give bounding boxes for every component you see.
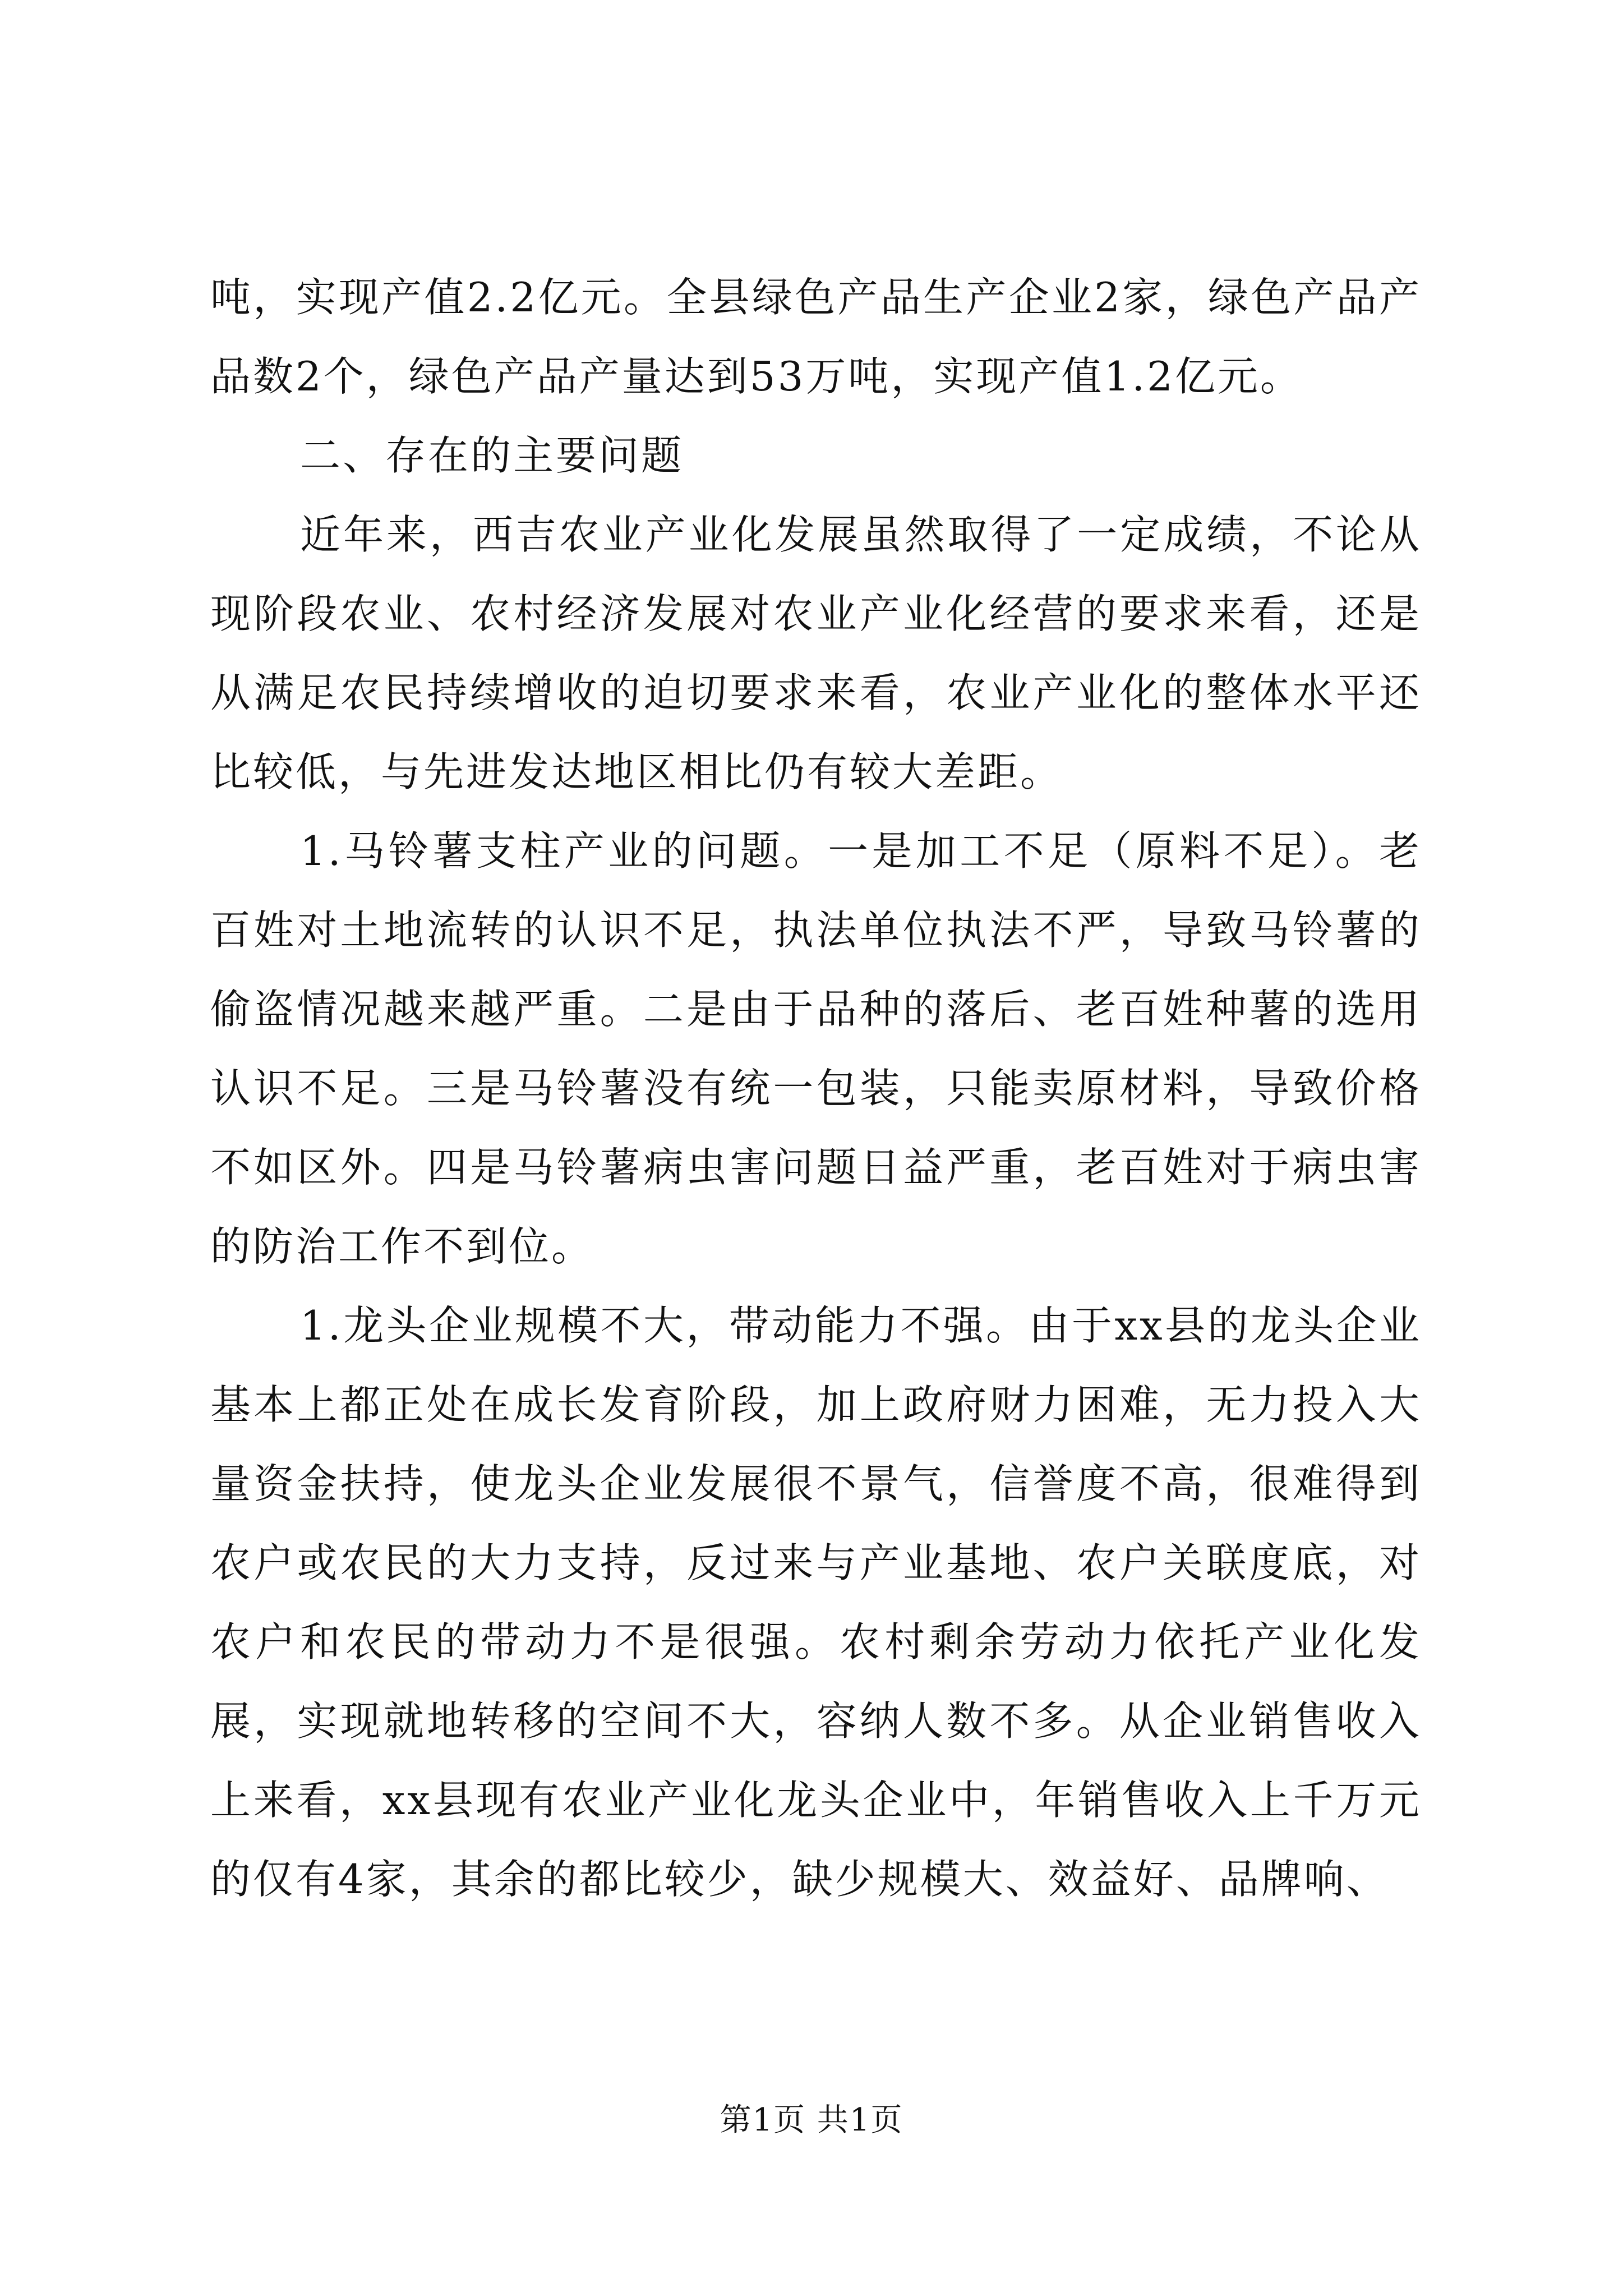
document-body [210,258,1422,1919]
paragraph-potato-issues: 1.马铃薯支柱产业的问题。一是加工不足（原料不足）。老百姓对土地流转的认识不足，执法单位执法不严，导致马铃薯的偷盗情况越来越严重。二是由于品种的落后、老百姓种薯的选用认识不足。三是马铃薯没有统一包装，只能卖原材料，导致价格不如区外。四是马铃薯病虫害问题日益严重，老百姓对于病虫害的防治工作不到位。 [210,827,1422,1270]
paragraph-overview: 近年来，西吉农业产业化发展虽然取得了一定成绩，不论从现阶段农业、农村经济发展对农业产业化经营的要求来看，还是从满足农民持续增收的迫切要求来看，农业产业化的整体水平还比较低，与先进发达地区相比仍有较大差距。 [210,511,1422,795]
paragraph-leading-enterprises: 1.龙头企业规模不大，带动能力不强。由于xx县的龙头企业基本上都正处在成长发育阶段，加上政府财力困难，无力投入大量资金扶持，使龙头企业发展很不景气，信誉度不高，很难得到农户或农民的大力支持，反过来与产业基地、农户关联度底，对农户和农民的带动力不是很强。农村剩余劳动力依托产业化发展，实现就地转移的空间不大，容纳人数不多。从企业销售收入上来看，xx县现有农业产业化龙头企业中，年销售收入上千万元的仅有4家，其余的都比较少，缺少规模大、效益好、品牌响、 [210,1302,1422,1903]
page-footer: 第1页 共1页 [720,2102,903,2138]
paragraph-continuation: 吨，实现产值2.2亿元。全县绿色产品生产企业2家，绿色产品产品数2个，绿色产品产量达到53万吨，实现产值1.2亿元。 [210,274,1422,400]
section-heading: 二、存在的主要问题 [300,432,684,479]
